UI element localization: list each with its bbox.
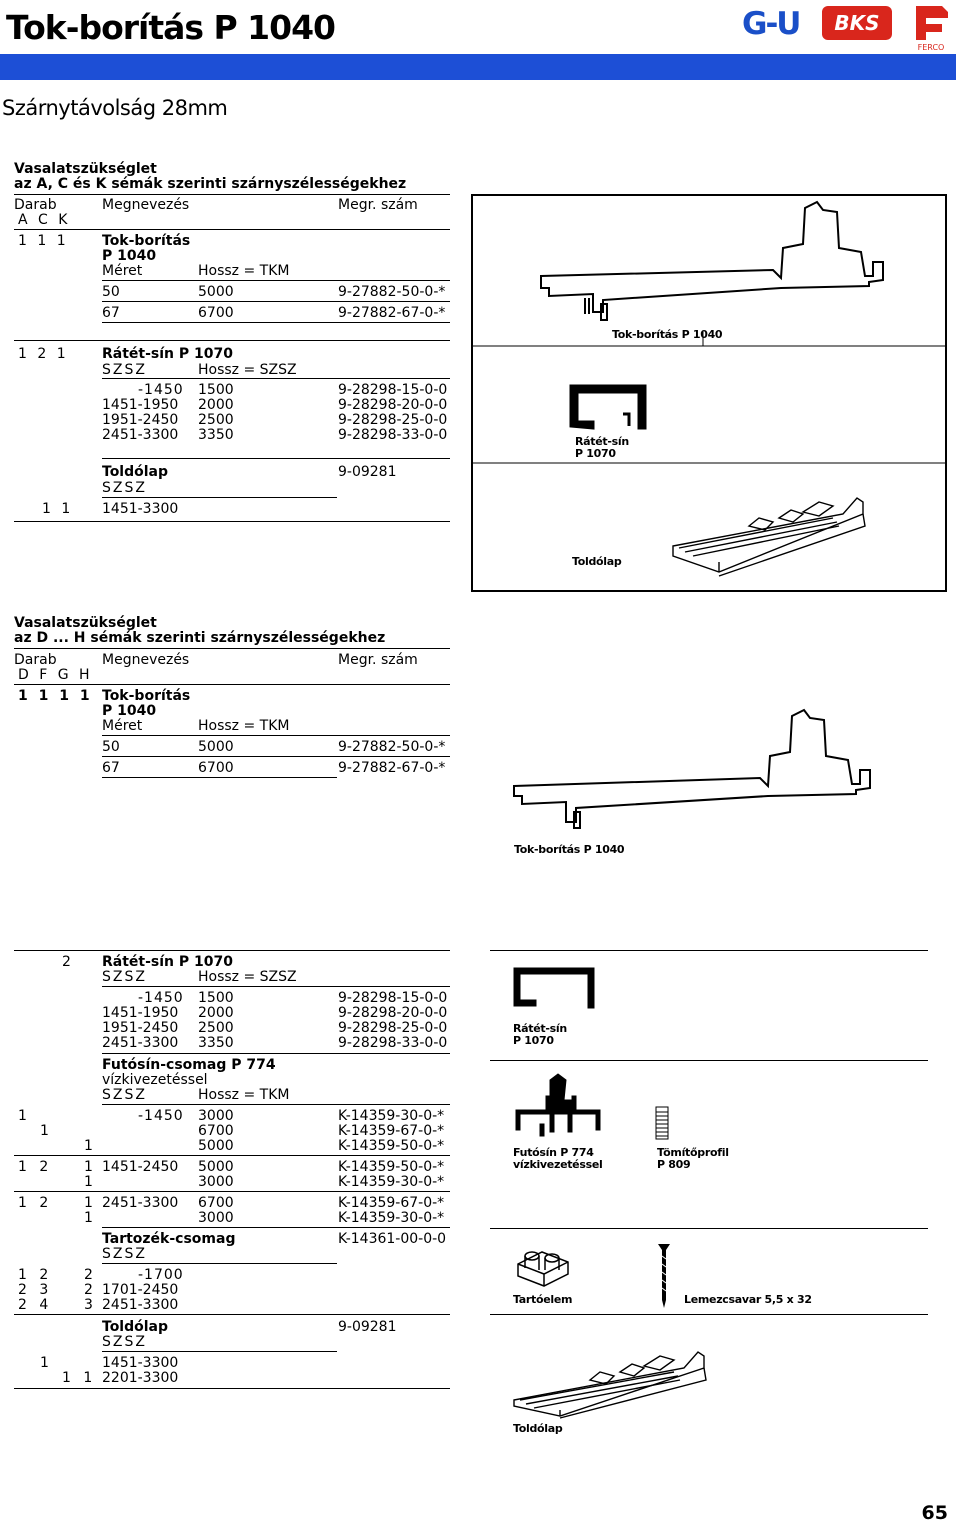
p1070-row-r: 2451-3300 [102, 1035, 179, 1051]
tartozek-qty2: 3 [84, 1297, 93, 1313]
fig1-label-ratet-code: P 1070 [575, 447, 616, 460]
futosin-qty2: 1 [84, 1174, 93, 1190]
toldolap-range: 2201-3300 [102, 1370, 179, 1386]
futosin-name2: vízkivezetéssel [102, 1072, 208, 1088]
figure1-drawings [473, 196, 945, 590]
p1070-hossz: Hossz = SZSZ [198, 362, 297, 378]
p1040-row-m: 50 [102, 284, 120, 300]
fig2-label-tomito-code: P 809 [657, 1158, 691, 1171]
futosin-length: 3000 [198, 1108, 234, 1124]
p1070-szsz: SZSZ [102, 969, 147, 985]
fig2-label-futosin-sub: vízkivezetéssel [513, 1158, 603, 1171]
p1040-row-m: 50 [102, 739, 120, 755]
toldolap-qty: 1 1 [42, 501, 71, 517]
toldolap-name: Toldólap [102, 1319, 169, 1335]
futosin-qty: 1 2 [18, 1159, 49, 1175]
toldolap-range: 1451-3300 [102, 501, 179, 517]
section1-heading: Vasalatszükséglet [14, 161, 157, 177]
fig1-label-ratet: Rátét-sín [575, 435, 629, 448]
p1040-row-n: 9-27882-50-0-* [338, 739, 446, 755]
futosin-length: 6700 [198, 1123, 234, 1139]
futosin-profile [510, 1070, 610, 1144]
p1070-row-n: 9-28298-33-0-0 [338, 1035, 448, 1051]
futosin-qty: 1 [40, 1123, 49, 1139]
p1070-row-r: -1450 [138, 990, 184, 1006]
p1040-meret: Méret [102, 263, 143, 279]
tok-boritas-profile-2 [500, 700, 940, 850]
p1070-row-r: -1450 [138, 382, 184, 398]
p1070-row-n: 9-28298-15-0-0 [338, 382, 448, 398]
p1040-name: Tok-borítás [102, 688, 191, 704]
p1070-row-r: 1451-1950 [102, 397, 179, 413]
p1070-row-r: 1951-2450 [102, 1020, 179, 1036]
p1070-row-r: 2451-3300 [102, 427, 179, 443]
toldolap-number: 9-09281 [338, 464, 397, 480]
p1070-hossz: Hossz = SZSZ [198, 969, 297, 985]
fig1-label-tok: Tok-borítás P 1040 [612, 328, 723, 341]
p1070-qty: 1 2 1 [18, 346, 66, 362]
fig2-label-tartoelem: Tartóelem [513, 1293, 573, 1306]
tartozek-number: K-14361-00-0-0 [338, 1231, 447, 1247]
col-darab: Darab [14, 197, 57, 213]
futosin-number: K-14359-30-0-* [338, 1108, 445, 1124]
p1040-row-m: 67 [102, 760, 120, 776]
p1070-row-n: 9-28298-25-0-0 [338, 412, 448, 428]
col-megnevezes: Megnevezés [102, 652, 190, 668]
bks-logo: BKS [822, 6, 892, 40]
fig2-label-toldolap: Toldólap [513, 1422, 563, 1435]
p1040-meret: Méret [102, 718, 143, 734]
page-subtitle: Szárnytávolság 28mm [2, 96, 228, 120]
fig2-label-csavar: Lemezcsavar 5,5 x 32 [684, 1293, 812, 1306]
fig2-label-ratet-code: P 1070 [513, 1034, 554, 1047]
p1040-row-h: 5000 [198, 739, 234, 755]
p1070-szsz: SZSZ [102, 362, 147, 378]
p1040-qty: 1 1 1 [18, 233, 66, 249]
p1070-name: Rátét-sín P 1070 [102, 346, 233, 362]
futosin-number: K-14359-50-0-* [338, 1159, 445, 1175]
futosin-szsz: SZSZ [102, 1087, 147, 1103]
tartozek-szsz: SZSZ [102, 1246, 147, 1262]
fig2-label-tomito: Tömítőprofil [657, 1146, 729, 1159]
fig2-label-tok: Tok-borítás P 1040 [514, 843, 625, 856]
ferco-logo-text: FERCO [917, 43, 945, 52]
p1070-row-r: 1451-1950 [102, 1005, 179, 1021]
section2-heading: Vasalatszükséglet [14, 615, 157, 631]
futosin-number: K-14359-30-0-* [338, 1174, 445, 1190]
header-bar [0, 54, 956, 80]
p1070-row-n: 9-28298-20-0-0 [338, 1005, 448, 1021]
p1040-name2: P 1040 [102, 703, 157, 719]
p1070-row-n: 9-28298-15-0-0 [338, 990, 448, 1006]
col-darab: Darab [14, 652, 57, 668]
fig1-label-toldolap: Toldólap [572, 555, 622, 568]
toldolap-range: 1451-3300 [102, 1355, 179, 1371]
toldolap-number: 9-09281 [338, 1319, 397, 1335]
tartozek-qty: 2 3 [18, 1282, 49, 1298]
futosin-range: 2451-3300 [102, 1195, 179, 1211]
fig2-label-ratet: Rátét-sín [513, 1022, 567, 1035]
p1040-row-h: 6700 [198, 305, 234, 321]
p1070-row-h: 2500 [198, 412, 234, 428]
col-scheme-codes: A C K [18, 212, 68, 228]
p1040-name: Tok-borítás [102, 233, 191, 249]
tartozek-range: 2451-3300 [102, 1297, 179, 1313]
page-title: Tok-borítás P 1040 [6, 8, 336, 47]
toldolap-qty: 1 1 [62, 1370, 93, 1386]
section1-subheading: az A, C és K sémák szerinti szárnyszélességekhez [14, 176, 407, 192]
futosin-qty: 1 2 [18, 1195, 49, 1211]
futosin-number: K-14359-67-0-* [338, 1195, 445, 1211]
fig2-label-futosin: Futósín P 774 [513, 1146, 594, 1159]
p1070-row-n: 9-28298-25-0-0 [338, 1020, 448, 1036]
ratet-sin-profile [571, 386, 645, 428]
col-scheme-codes: D F G H [18, 667, 90, 683]
p1070-row-h: 1500 [198, 990, 234, 1006]
toldolap-qty: 1 [40, 1355, 49, 1371]
toldolap-szsz: SZSZ [102, 1334, 147, 1350]
toldolap-name: Toldólap [102, 464, 169, 480]
tartoelem-icon [512, 1234, 574, 1288]
futosin-range: -1450 [138, 1108, 184, 1124]
futosin-qty: 1 [84, 1138, 93, 1154]
futosin-number: K-14359-30-0-* [338, 1210, 445, 1226]
futosin-hossz: Hossz = TKM [198, 1087, 290, 1103]
futosin-number: K-14359-50-0-* [338, 1138, 445, 1154]
futosin-length: 3000 [198, 1210, 234, 1226]
p1070-row-h: 2500 [198, 1020, 234, 1036]
p1070-row-n: 9-28298-20-0-0 [338, 397, 448, 413]
p1040-row-m: 67 [102, 305, 120, 321]
toldolap-szsz: SZSZ [102, 480, 147, 496]
p1040-name2: P 1040 [102, 248, 157, 264]
p1040-row-n: 9-27882-67-0-* [338, 760, 446, 776]
futosin-length: 6700 [198, 1195, 234, 1211]
futosin-qty2: 1 [84, 1210, 93, 1226]
p1070-row-h: 2000 [198, 397, 234, 413]
p1040-hossz: Hossz = TKM [198, 263, 290, 279]
ratet-sin-profile-2 [510, 960, 600, 1020]
toldolap-profile-2 [510, 1330, 730, 1420]
p1040-qty: 1 1 1 1 [18, 688, 90, 704]
futosin-qty2: 1 [84, 1195, 93, 1211]
section2-subheading: az D ... H sémák szerinti szárnyszélességekhez [14, 630, 386, 646]
tartozek-range: 1701-2450 [102, 1282, 179, 1298]
p1070-row-h: 3350 [198, 1035, 234, 1051]
p1040-row-n: 9-27882-67-0-* [338, 305, 446, 321]
futosin-qty: 1 [18, 1108, 27, 1124]
futosin-length: 5000 [198, 1159, 234, 1175]
p1070-row-h: 1500 [198, 382, 234, 398]
col-megr-szam: Megr. szám [338, 197, 418, 213]
p1040-row-h: 5000 [198, 284, 234, 300]
tartozek-qty2: 2 [84, 1282, 93, 1298]
p1040-row-n: 9-27882-50-0-* [338, 284, 446, 300]
tartozek-range: -1700 [138, 1267, 184, 1283]
p1070-row-h: 3350 [198, 427, 234, 443]
p1070-name: Rátét-sín P 1070 [102, 954, 233, 970]
p1070-row-h: 2000 [198, 1005, 234, 1021]
tartozek-qty: 1 2 [18, 1267, 49, 1283]
p1040-hossz: Hossz = TKM [198, 718, 290, 734]
p1070-row-n: 9-28298-33-0-0 [338, 427, 448, 443]
futosin-number: K-14359-67-0-* [338, 1123, 445, 1139]
gu-logo: G-U [742, 6, 800, 42]
futosin-name: Futósín-csomag P 774 [102, 1057, 276, 1073]
page-number: 65 [921, 1502, 948, 1524]
lemezcsavar-icon [656, 1240, 674, 1310]
col-megr-szam: Megr. szám [338, 652, 418, 668]
col-megnevezes: Megnevezés [102, 197, 190, 213]
ferco-logo [912, 4, 950, 52]
tartozek-name: Tartozék-csomag [102, 1231, 236, 1247]
futosin-length: 5000 [198, 1138, 234, 1154]
p1070-qty: 2 [62, 954, 71, 970]
tartozek-qty2: 2 [84, 1267, 93, 1283]
tartozek-qty: 2 4 [18, 1297, 49, 1313]
futosin-qty2: 1 [84, 1159, 93, 1175]
p1040-row-h: 6700 [198, 760, 234, 776]
toldolap-profile [673, 498, 865, 576]
tok-boritas-profile [541, 202, 883, 320]
tomitoprofil-icon [655, 1106, 671, 1142]
futosin-length: 3000 [198, 1174, 234, 1190]
p1070-row-r: 1951-2450 [102, 412, 179, 428]
futosin-range: 1451-2450 [102, 1159, 179, 1175]
